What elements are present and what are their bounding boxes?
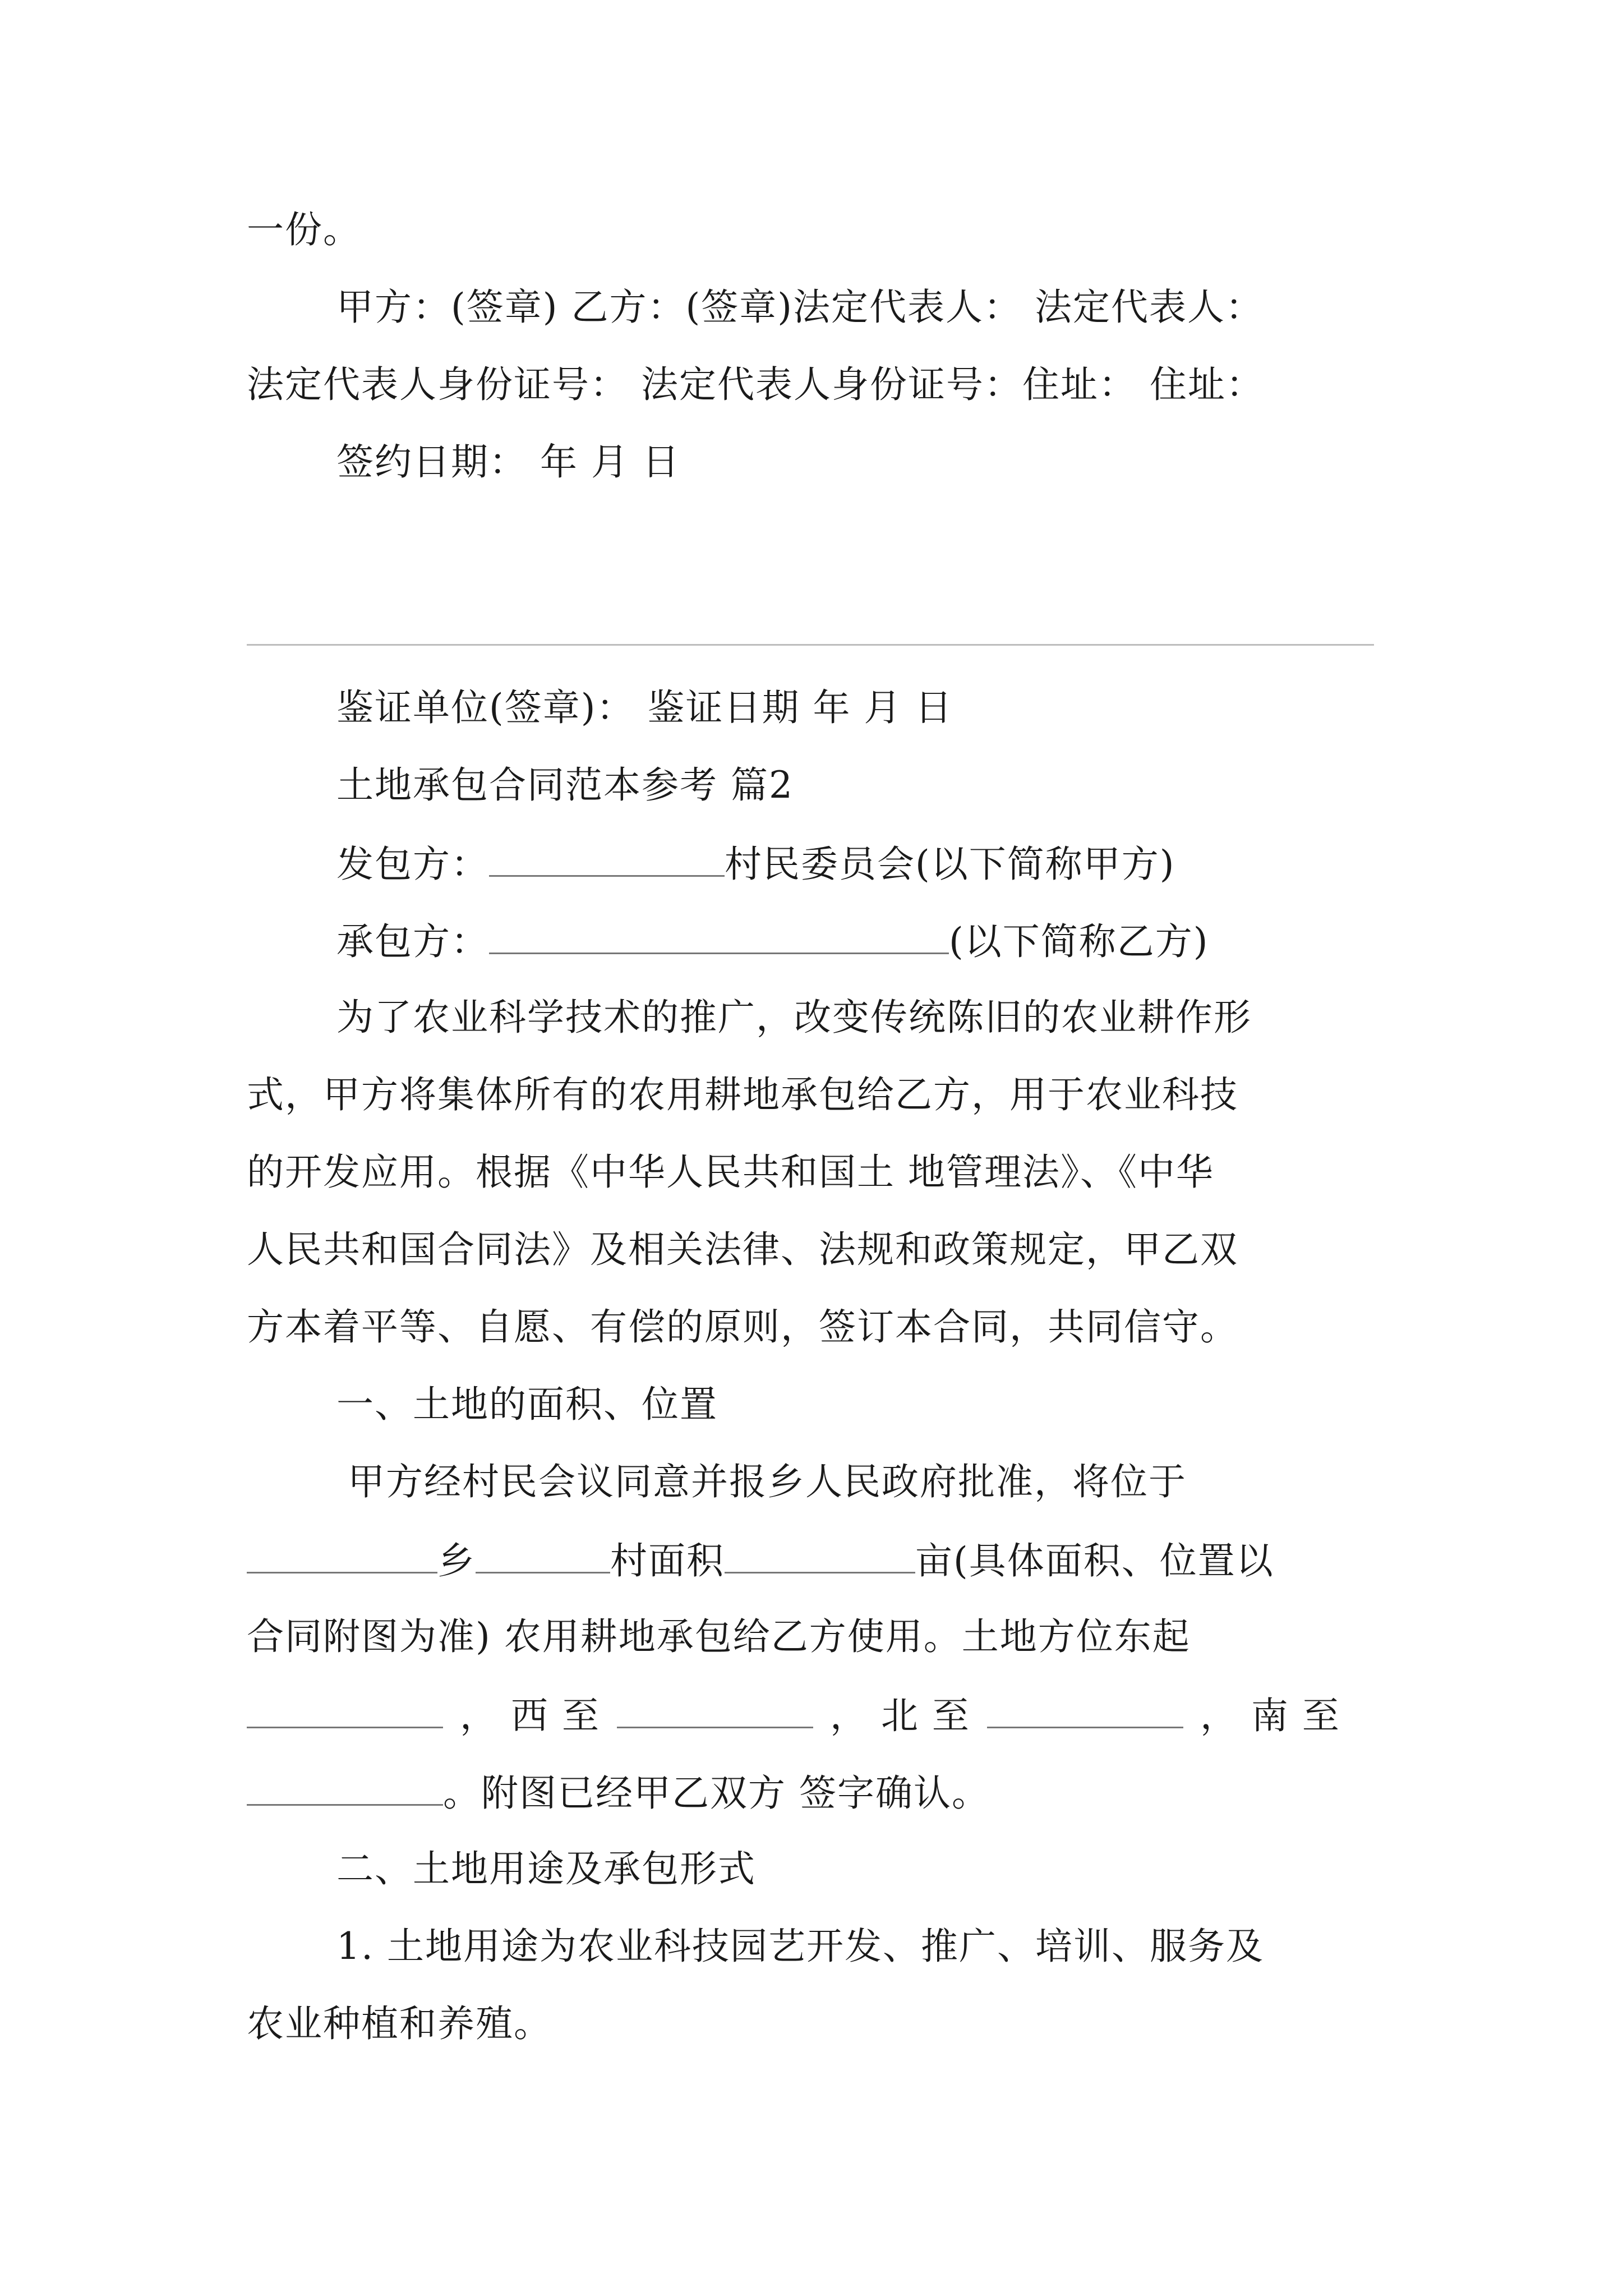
paragraph-line: 人民共和国合同法》及相关法律、法规和政策规定，甲乙双	[247, 1228, 1238, 1271]
contractor-line	[336, 918, 1209, 964]
township-label: 乡	[437, 1539, 476, 1582]
paragraph-line: 合同附图为准) 农用耕地承包给乙方使用。土地方位东起	[247, 1615, 1191, 1658]
section-heading: 一、土地的面积、位置	[336, 1383, 718, 1426]
paragraph-line: 方本着平等、自愿、有偿的原则，签订本合同，共同信守。	[247, 1305, 1238, 1349]
village-area-label: 村面积	[610, 1539, 725, 1582]
divider-rule	[247, 644, 1374, 646]
blank-field	[489, 918, 949, 954]
signing-date-line: 签约日期： 年 月 日	[336, 440, 680, 484]
paragraph-line: 甲方经村民会议同意并报乡人民政府批准，将位于	[348, 1460, 1187, 1503]
contractor-suffix: (以下简称乙方)	[949, 920, 1209, 963]
west-label: ， 西 至	[460, 1694, 600, 1737]
text-line-continuation: 一份。	[247, 208, 361, 251]
blank-field	[476, 1537, 610, 1573]
contract-issuer-suffix: 村民委员会(以下简称甲方)	[725, 843, 1175, 886]
signature-line-parties: 甲方：(签章) 乙方：(签章)法定代表人： 法定代表人：	[336, 286, 1264, 329]
verification-line: 鉴证单位(签章)： 鉴证日期 年 月 日	[336, 686, 953, 729]
paragraph-line: 的开发应用。根据《中华人民共和国土 地管理法》、《中华	[247, 1151, 1214, 1194]
paragraph-line: 为了农业科学技术的推广，改变传统陈旧的农业耕作形	[336, 996, 1252, 1039]
blank-field	[247, 1769, 443, 1806]
mu-label: 亩(具体面积、位置以	[915, 1539, 1274, 1582]
blank-field	[247, 1692, 443, 1728]
section-heading: 二、土地用途及承包形式	[336, 1847, 756, 1890]
section-title: 土地承包合同范本参考 篇2	[336, 763, 794, 807]
contract-issuer-line	[336, 840, 1175, 887]
paragraph-line: 农业种植和养殖。	[247, 2002, 552, 2045]
confirm-line	[247, 1769, 990, 1816]
blank-field	[987, 1692, 1183, 1728]
contractor-label: 承包方：	[336, 920, 489, 963]
north-label: ， 北 至	[829, 1694, 970, 1737]
blank-field	[725, 1537, 915, 1573]
paragraph-line: 1. 土地用途为农业科技园艺开发、推广、培训、服务及	[336, 1925, 1264, 1968]
contract-issuer-label: 发包方：	[336, 843, 489, 886]
boundary-line	[247, 1692, 1340, 1738]
area-line	[247, 1537, 1274, 1584]
blank-field	[617, 1692, 813, 1728]
confirm-text: 。附图已经甲乙双方 签字确认。	[443, 1772, 990, 1815]
south-label: ， 南 至	[1200, 1694, 1340, 1737]
signature-line-id-address: 法定代表人身份证号： 法定代表人身份证号：住址： 住址：	[247, 363, 1264, 406]
blank-field	[489, 840, 725, 877]
paragraph-line: 式，甲方将集体所有的农用耕地承包给乙方，用于农业科技	[247, 1073, 1238, 1116]
blank-field	[247, 1537, 437, 1573]
